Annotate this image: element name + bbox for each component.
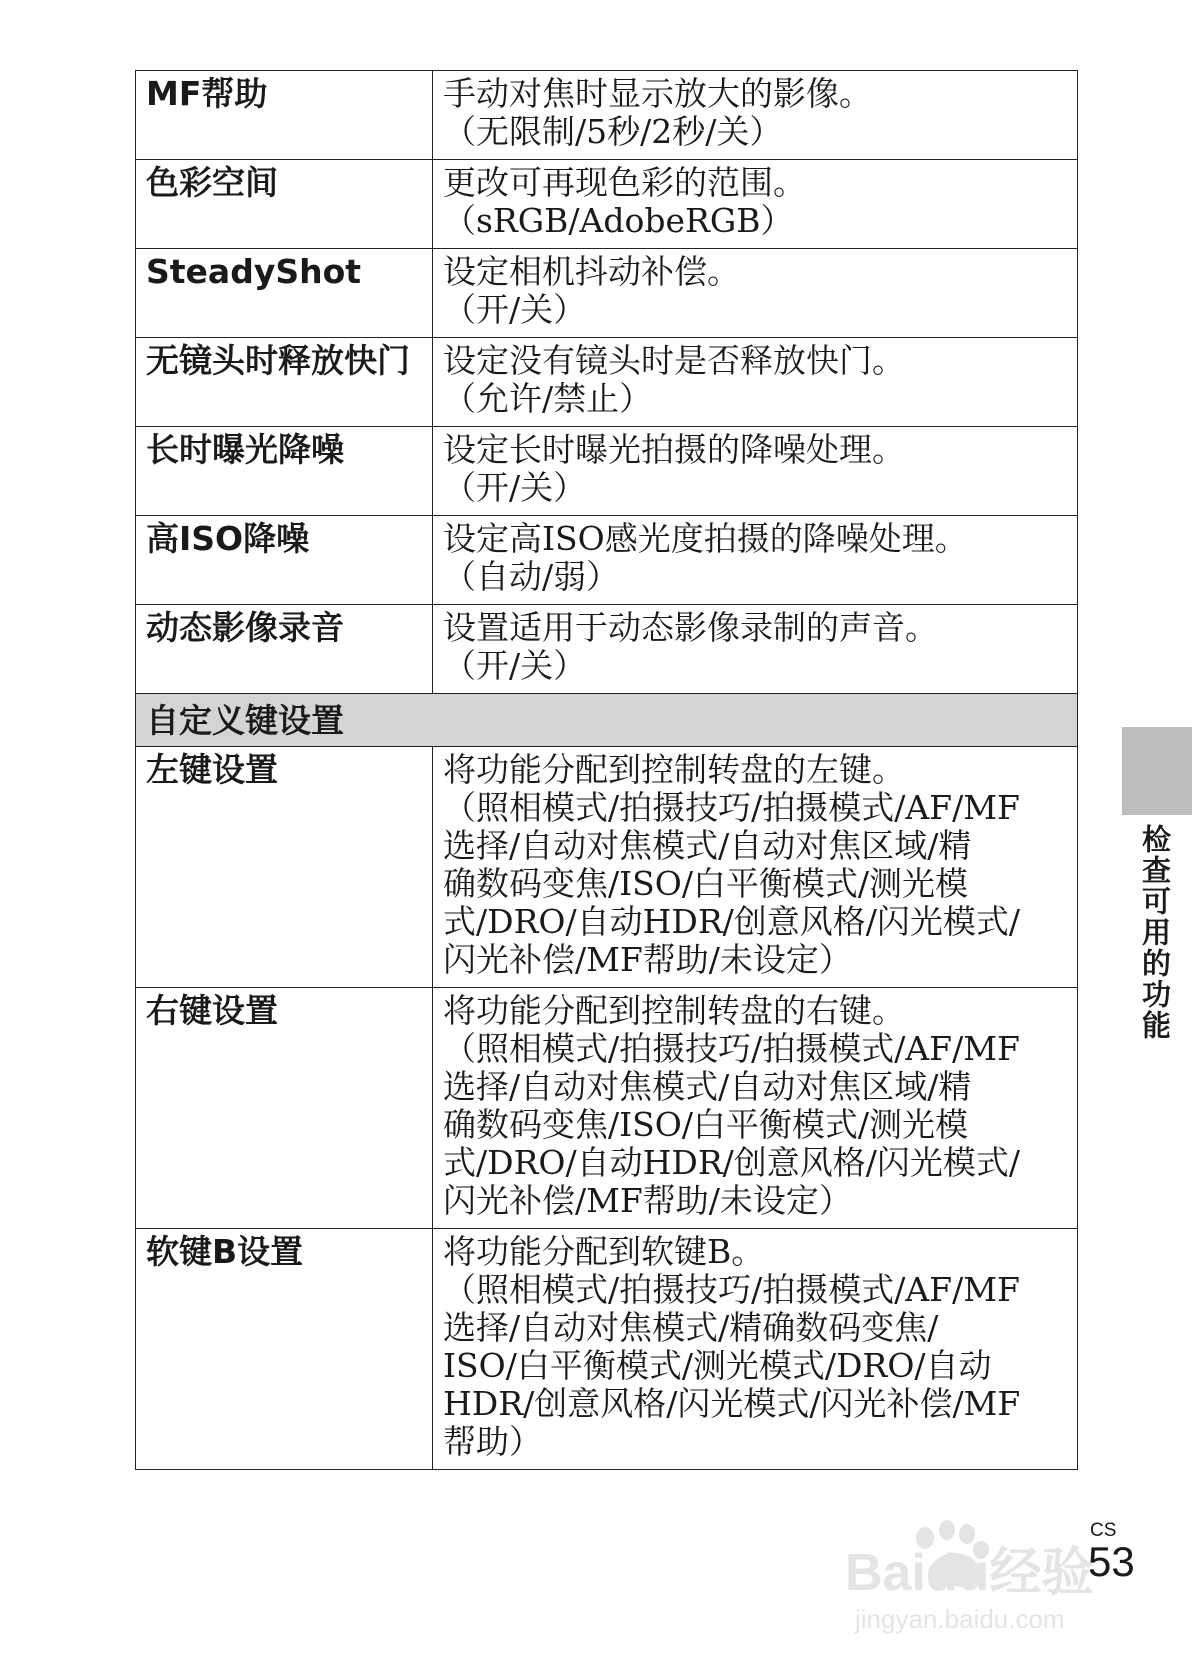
setting-name: 高ISO降噪 [136,516,433,605]
table-row [136,71,1078,160]
description-line: 将功能分配到控制转盘的左键。 [443,750,905,789]
setting-description [433,1229,1078,1470]
setting-description [433,338,1078,427]
description-options: （自动/弱） [443,557,620,596]
setting-name: 左键设置 [136,747,433,988]
setting-description [433,427,1078,516]
page-number: 53 [1088,1538,1135,1585]
setting-description [433,747,1078,988]
description-options: 闪光补偿/MF帮助/未设定） [443,1181,852,1220]
setting-description [433,988,1078,1229]
section-header-row [136,694,1078,747]
setting-description [433,71,1078,160]
description-line: 设定长时曝光拍摄的降噪处理。 [443,430,905,469]
settings-table [135,70,1078,1470]
setting-name: 色彩空间 [136,160,433,249]
description-options: （开/关） [443,290,587,329]
table-row [136,516,1078,605]
description-options: （开/关） [443,646,587,685]
table-row [136,1229,1078,1470]
description-line: 设定相机抖动补偿。 [443,252,740,291]
setting-name: 右键设置 [136,988,433,1229]
description-options: （开/关） [443,468,587,507]
description-options: 式/DRO/自动HDR/创意风格/闪光模式/ [443,902,1021,941]
table-row [136,427,1078,516]
table-row [136,249,1078,338]
chapter-side-label: 检查可用的功能 [1138,824,1172,1041]
table-row [136,605,1078,694]
settings-table-body [136,71,1078,1470]
description-options: （照相模式/拍摄技巧/拍摄模式/AF/MF [443,1270,1020,1309]
description-options: 闪光补偿/MF帮助/未设定） [443,940,852,979]
description-line: 将功能分配到控制转盘的右键。 [443,991,905,1030]
description-options: （sRGB/AdobeRGB） [443,201,794,240]
description-options: 式/DRO/自动HDR/创意风格/闪光模式/ [443,1143,1021,1182]
description-options: 选择/自动对焦模式/精确数码变焦/ [443,1308,939,1347]
table-row [136,988,1078,1229]
setting-name: 长时曝光降噪 [136,427,433,516]
description-options: 帮助） [443,1422,542,1461]
description-options: （允许/禁止） [443,379,653,418]
language-code: CS [1090,1520,1117,1541]
description-options: （无限制/5秒/2秒/关） [443,112,783,151]
description-options: 确数码变焦/ISO/白平衡模式/测光模 [443,864,969,903]
description-options: （照相模式/拍摄技巧/拍摄模式/AF/MF [443,1029,1020,1068]
description-line: 设定高ISO感光度拍摄的降噪处理。 [443,519,968,558]
description-line: 更改可再现色彩的范围。 [443,163,806,202]
setting-name: MF帮助 [136,71,433,160]
description-options: 确数码变焦/ISO/白平衡模式/测光模 [443,1105,969,1144]
baidu-watermark-logo [845,1520,1105,1640]
section-title: 自定义键设置 [136,694,1078,747]
table-row [136,747,1078,988]
setting-description [433,516,1078,605]
setting-description [433,160,1078,249]
watermark-brand: Baidu经验 [845,1544,1094,1602]
setting-name: 动态影像录音 [136,605,433,694]
table-row [136,338,1078,427]
description-line: 设定没有镜头时是否释放快门。 [443,341,905,380]
description-line: 将功能分配到软键B。 [443,1232,765,1271]
description-options: HDR/创意风格/闪光模式/闪光补偿/MF [443,1384,1021,1423]
setting-description [433,249,1078,338]
setting-name: 无镜头时释放快门 [136,338,433,427]
watermark-url: jingyan.baidu.com [855,1604,1065,1634]
table-row [136,160,1078,249]
description-options: 选择/自动对焦模式/自动对焦区域/精 [443,826,972,865]
description-line: 设置适用于动态影像录制的声音。 [443,608,938,647]
setting-name: SteadyShot [136,249,433,338]
description-options: （照相模式/拍摄技巧/拍摄模式/AF/MF [443,788,1020,827]
description-options: ISO/白平衡模式/测光模式/DRO/自动 [443,1346,992,1385]
description-line: 手动对焦时显示放大的影像。 [443,74,872,113]
setting-description [433,605,1078,694]
description-options: 选择/自动对焦模式/自动对焦区域/精 [443,1067,972,1106]
setting-name: 软键B设置 [136,1229,433,1470]
section-thumb-tab [1122,727,1192,815]
